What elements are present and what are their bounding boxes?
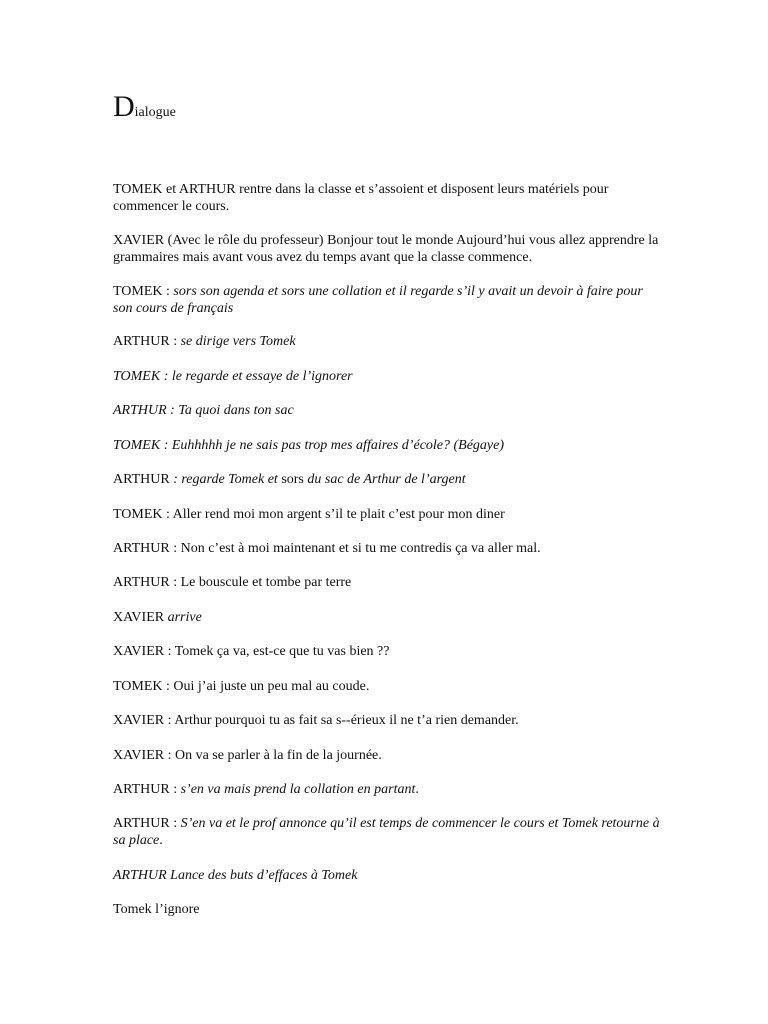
text-run: sors xyxy=(281,472,308,487)
dialogue-line xyxy=(113,678,663,695)
dialogue-line xyxy=(113,781,663,798)
dialogue-line xyxy=(113,815,663,849)
dialogue-line xyxy=(113,712,663,729)
text-run: XAVIER (Avec le rôle du professeur) Bonjour tout le monde Aujourd’hui vous allez apprendre la grammaires mais avant vous avez du temps avant que la classe commence. xyxy=(113,233,659,265)
text-run: ARTHUR : xyxy=(113,782,181,797)
title-rest: ialogue xyxy=(134,105,176,120)
text-run: ARTHUR xyxy=(113,472,174,487)
dialogue-line xyxy=(113,747,663,764)
dialogue-line xyxy=(113,901,663,918)
text-run: TOMEK et ARTHUR rentre dans la classe et s’assoient et disposent leurs matériels pour commencer le cours. xyxy=(113,182,609,214)
dialogue-line xyxy=(113,368,663,385)
title-drop-cap: D xyxy=(113,90,135,123)
document-title xyxy=(113,92,176,122)
dialogue-line xyxy=(113,506,663,523)
italic-text-run: S’en va et le prof annonce qu’il est temps de commencer le cours et Tomek retourne à sa place xyxy=(113,816,660,848)
text-run: . xyxy=(415,782,419,797)
text-run: XAVIER : On va se parler à la fin de la journée. xyxy=(113,748,382,763)
text-run: ARTHUR : Le bouscule et tombe par terre xyxy=(113,575,352,590)
text-run: . xyxy=(159,833,163,848)
text-run: TOMEK : Oui j’ai juste un peu mal au coude. xyxy=(113,679,370,694)
text-run: XAVIER : Tomek ça va, est-ce que tu vas bien ?? xyxy=(113,644,390,659)
dialogue-line xyxy=(113,540,663,557)
italic-text-run: TOMEK : le regarde et essaye de l’ignorer xyxy=(113,369,353,384)
italic-text-run: se dirige vers Tomek xyxy=(180,334,296,349)
dialogue-line xyxy=(113,574,663,591)
dialogue-line xyxy=(113,643,663,660)
italic-text-run: TOMEK : Euhhhhh je ne sais pas trop mes affaires d’école? (Bégaye) xyxy=(113,438,505,453)
italic-text-run: arrive xyxy=(167,610,202,625)
dialogue-line xyxy=(113,471,663,488)
text-run: ARTHUR : xyxy=(113,334,181,349)
dialogue-line xyxy=(113,437,663,454)
dialogue-line xyxy=(113,402,663,419)
italic-text-run: sors son agenda et sors une collation et il regarde s’il y avait un devoir à faire pour son cours de français xyxy=(113,284,643,316)
italic-text-run: s’en va mais prend la collation en partant xyxy=(180,782,416,797)
text-run: ARTHUR : Non c’est à moi maintenant et si tu me contredis ça va aller mal. xyxy=(113,541,541,556)
italic-text-run: : regarde Tomek et xyxy=(173,472,282,487)
dialogue-line xyxy=(113,333,663,350)
text-run: XAVIER xyxy=(113,610,168,625)
dialogue-line xyxy=(113,283,663,317)
text-run: ARTHUR : xyxy=(113,816,181,831)
dialogue-line xyxy=(113,232,663,266)
dialogue-line xyxy=(113,609,663,626)
dialogue-line xyxy=(113,181,663,215)
text-run: Tomek l’ignore xyxy=(113,902,200,917)
text-run: XAVIER : Arthur pourquoi tu as fait sa s--érieux il ne t’a rien demander. xyxy=(113,713,519,728)
dialogue-line xyxy=(113,867,663,884)
italic-text-run: ARTHUR Lance des buts d’effaces à Tomek xyxy=(113,868,358,883)
italic-text-run: ARTHUR : Ta quoi dans ton sac xyxy=(113,403,294,418)
text-run: TOMEK : Aller rend moi mon argent s’il te plait c’est pour mon diner xyxy=(113,507,505,522)
text-run: TOMEK : xyxy=(113,284,174,299)
italic-text-run: du sac de Arthur de l’argent xyxy=(307,472,466,487)
